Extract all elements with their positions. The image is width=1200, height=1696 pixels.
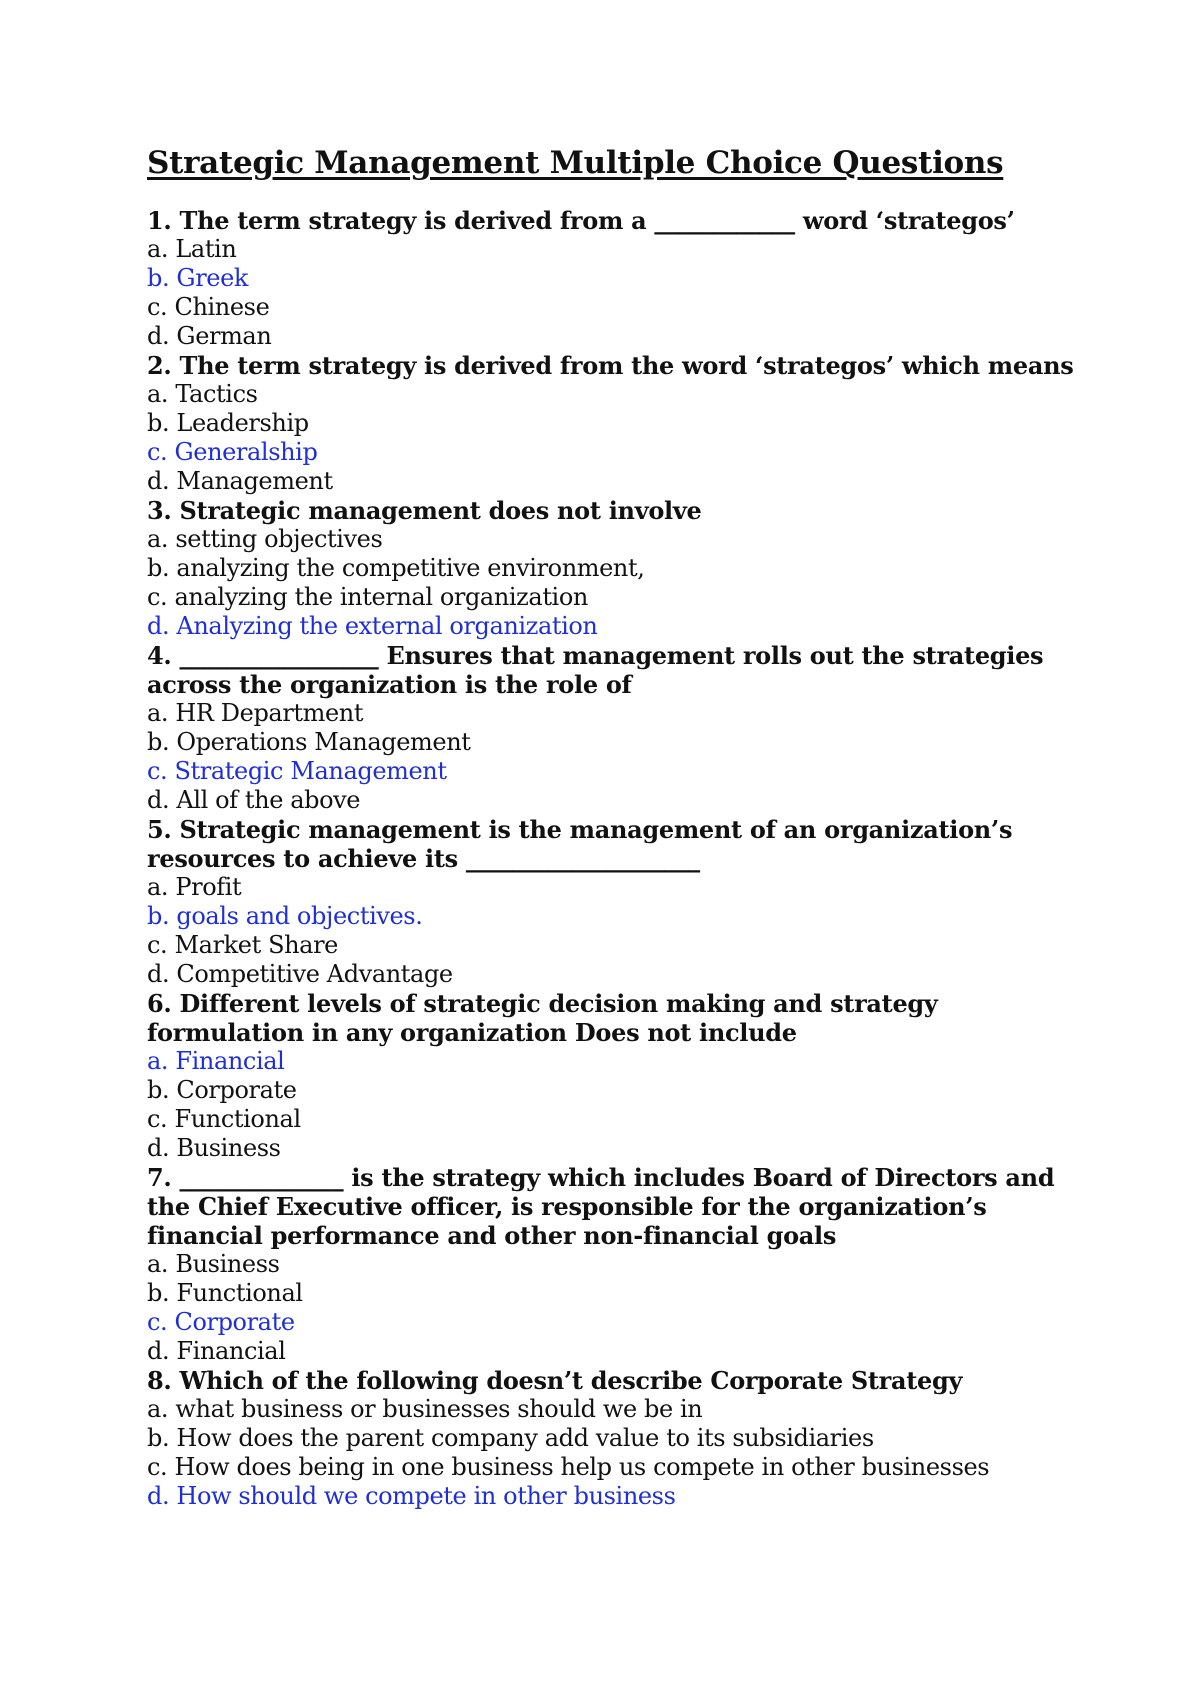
question-text: 3. Strategic management does not involve xyxy=(147,496,702,525)
answer-option: b. analyzing the competitive environment, xyxy=(147,554,645,582)
question-block xyxy=(147,1163,1077,1366)
answer-option: d. German xyxy=(147,322,272,350)
answer-option: d. Business xyxy=(147,1134,281,1162)
answer-option: c. Functional xyxy=(147,1105,301,1133)
question-block xyxy=(147,815,1077,989)
answer-option-correct: c. Corporate xyxy=(147,1308,295,1336)
question-block xyxy=(147,206,1077,351)
answer-option-correct: c. Generalship xyxy=(147,438,318,466)
answer-option: a. what business or businesses should we be in xyxy=(147,1395,703,1423)
question-block xyxy=(147,641,1077,815)
question-text: 2. The term strategy is derived from the word ‘strategos’ which means xyxy=(147,351,1074,380)
answer-option: a. setting objectives xyxy=(147,525,383,553)
answer-option: c. Market Share xyxy=(147,931,338,959)
answer-option: c. Chinese xyxy=(147,293,270,321)
answer-option: a. Tactics xyxy=(147,380,258,408)
answer-option: d. Competitive Advantage xyxy=(147,960,453,988)
answer-option: b. Operations Management xyxy=(147,728,471,756)
question-block xyxy=(147,496,1077,641)
answer-option: a. Latin xyxy=(147,235,237,263)
answer-option: b. How does the parent company add value to its subsidiaries xyxy=(147,1424,874,1452)
question-text: 6. Different levels of strategic decision making and strategy formulation in any organization Does not include xyxy=(147,989,938,1047)
answer-option: c. analyzing the internal organization xyxy=(147,583,588,611)
question-text: 5. Strategic management is the management of an organization’s resources to achieve its ____________________ xyxy=(147,815,1013,873)
answer-option-correct: b. Greek xyxy=(147,264,249,292)
answer-option: d. Financial xyxy=(147,1337,286,1365)
answer-option: a. HR Department xyxy=(147,699,364,727)
question-text: 8. Which of the following doesn’t describe Corporate Strategy xyxy=(147,1366,963,1395)
answer-option-correct: b. goals and objectives. xyxy=(147,902,423,930)
answer-option: c. How does being in one business help us compete in other businesses xyxy=(147,1453,990,1481)
document-page xyxy=(147,145,1077,1511)
answer-option: a. Profit xyxy=(147,873,242,901)
question-list xyxy=(147,206,1077,1511)
question-block xyxy=(147,989,1077,1163)
answer-option: b. Functional xyxy=(147,1279,303,1307)
answer-option-correct: d. Analyzing the external organization xyxy=(147,612,598,640)
question-text: 4. _________________ Ensures that management rolls out the strategies across the organization is the role of xyxy=(147,641,1044,699)
answer-option: b. Corporate xyxy=(147,1076,297,1104)
answer-option: b. Leadership xyxy=(147,409,309,437)
answer-option-correct: a. Financial xyxy=(147,1047,285,1075)
answer-option: a. Business xyxy=(147,1250,280,1278)
question-text: 1. The term strategy is derived from a ____________ word ‘strategos’ xyxy=(147,206,1015,235)
question-block xyxy=(147,351,1077,496)
question-text: 7. ______________ is the strategy which includes Board of Directors and the Chief Executive officer, is responsible for the organization’s financial performance and other non-financial goals xyxy=(147,1163,1055,1250)
answer-option-correct: c. Strategic Management xyxy=(147,757,447,785)
answer-option-correct: d. How should we compete in other business xyxy=(147,1482,676,1510)
page-title: Strategic Management Multiple Choice Questions xyxy=(147,145,1004,181)
question-block xyxy=(147,1366,1077,1511)
answer-option: d. Management xyxy=(147,467,333,495)
answer-option: d. All of the above xyxy=(147,786,361,814)
